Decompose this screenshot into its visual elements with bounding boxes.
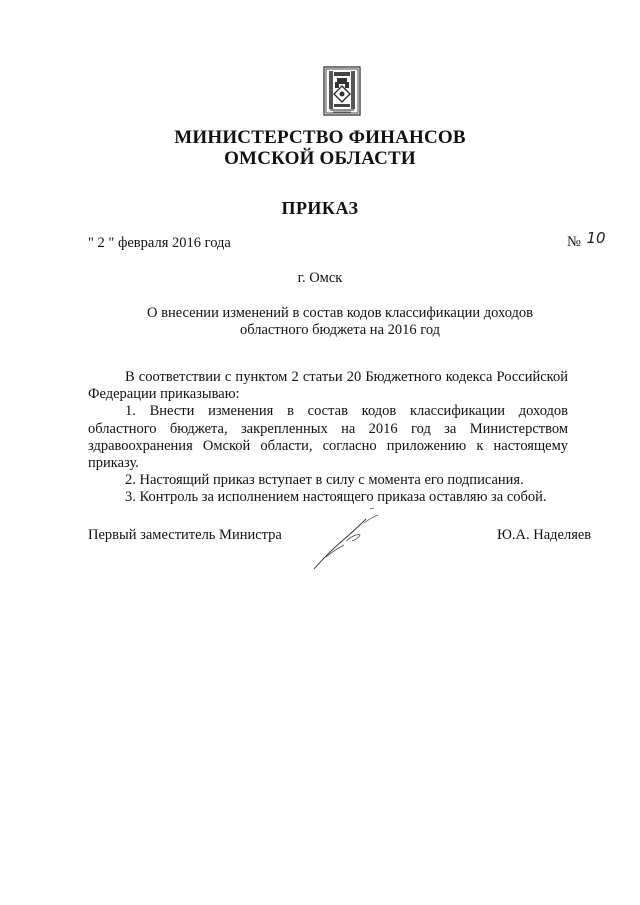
subject-line1: О внесении изменений в состав кодов классификации доходов [147,305,533,321]
number-value: 10 [586,229,606,247]
document-body [88,369,568,507]
body-item-2: 2. Настоящий приказ вступает в силу с момента его подписания. [125,472,524,489]
document-city: г. Омск [297,270,343,286]
signatory-role: Первый заместитель Министра [88,527,282,543]
document-number [567,229,606,251]
handwritten-signature [308,505,388,575]
body-intro: В соответствии с пунктом 2 статьи 20 Бюджетного кодекса Российской Федерации приказываю: [88,369,568,403]
document-subject [140,305,540,339]
subject-line2: областного бюджета на 2016 год [239,322,441,338]
number-label: № [567,234,581,250]
document-date: " 2 " февраля 2016 года [88,235,231,251]
ministry-name-line2: ОМСКОЙ ОБЛАСТИ [224,148,416,169]
coat-of-arms-icon [323,66,361,116]
document-type-title: ПРИКАЗ [281,198,359,218]
body-item-3: 3. Контроль за исполнением настоящего приказа оставляю за собой. [125,489,547,506]
signatory-name: Ю.А. Наделяев [497,527,592,543]
body-item-1: 1. Внести изменения в состав кодов классификации доходов областного бюджета, закрепленных на 2016 год за Министерством здравоохранения Омской области, согласно приложению к настоящему приказу. [88,403,568,472]
ministry-name-line1: МИНИСТЕРСТВО ФИНАНСОВ [174,127,466,148]
